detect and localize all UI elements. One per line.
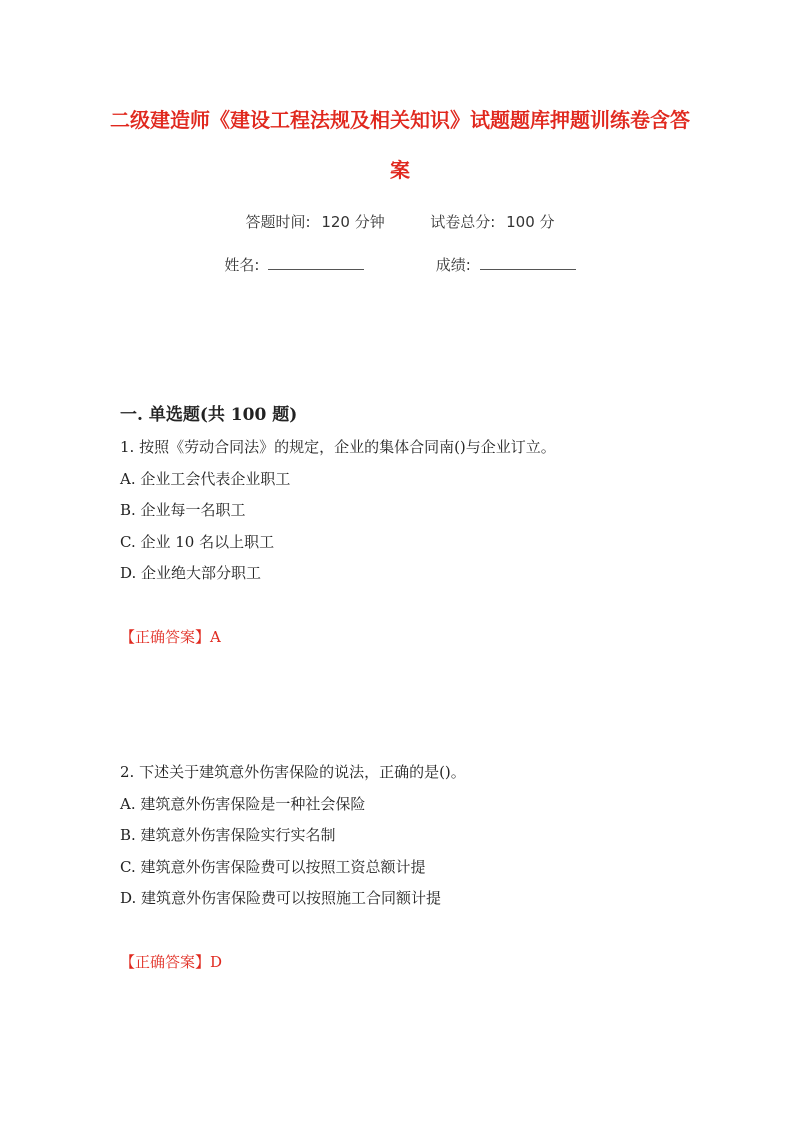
- question-2: [120, 757, 720, 915]
- document-title: [100, 95, 700, 195]
- option-a: A. 建筑意外伤害保险是一种社会保险: [120, 794, 366, 813]
- total-value: 100 分: [506, 213, 555, 231]
- time-value: 120 分钟: [321, 213, 385, 231]
- option-d: D. 企业绝大部分职工: [120, 564, 262, 582]
- question-stem: 1. 按照《劳动合同法》的规定，企业的集体合同南()与企业订立。: [120, 438, 556, 456]
- score-label: 成绩:: [435, 256, 471, 274]
- option-c: C. 建筑意外伤害保险费可以按照工资总额计提: [120, 857, 426, 876]
- option-d: D. 建筑意外伤害保险费可以按照施工合同额计提: [120, 889, 442, 907]
- question-stem: 2. 下述关于建筑意外伤害保险的说法，正确的是()。: [120, 763, 466, 781]
- option-a: A. 企业工会代表企业职工: [120, 469, 291, 488]
- student-info-row: [0, 254, 800, 275]
- answer-2: 【正确答案】D: [120, 953, 223, 971]
- score-blank[interactable]: [480, 255, 576, 270]
- option-c: C. 企业 10 名以上职工: [120, 532, 275, 551]
- option-b: B. 企业每一名职工: [120, 501, 246, 519]
- option-b: B. 建筑意外伤害保险实行实名制: [120, 826, 336, 844]
- title-line-2: 案: [390, 158, 410, 182]
- section-heading: 一. 单选题(共 100 题): [120, 405, 298, 425]
- name-label: 姓名:: [224, 256, 260, 274]
- name-blank[interactable]: [268, 255, 364, 270]
- total-label: 试卷总分:: [430, 213, 496, 231]
- answer-1: 【正确答案】A: [120, 628, 221, 646]
- exam-info-row: [0, 211, 800, 232]
- question-1: [120, 432, 720, 590]
- title-line-1: 二级建造师《建设工程法规及相关知识》试题题库押题训练卷含答: [110, 108, 690, 132]
- time-label: 答题时间:: [245, 213, 311, 231]
